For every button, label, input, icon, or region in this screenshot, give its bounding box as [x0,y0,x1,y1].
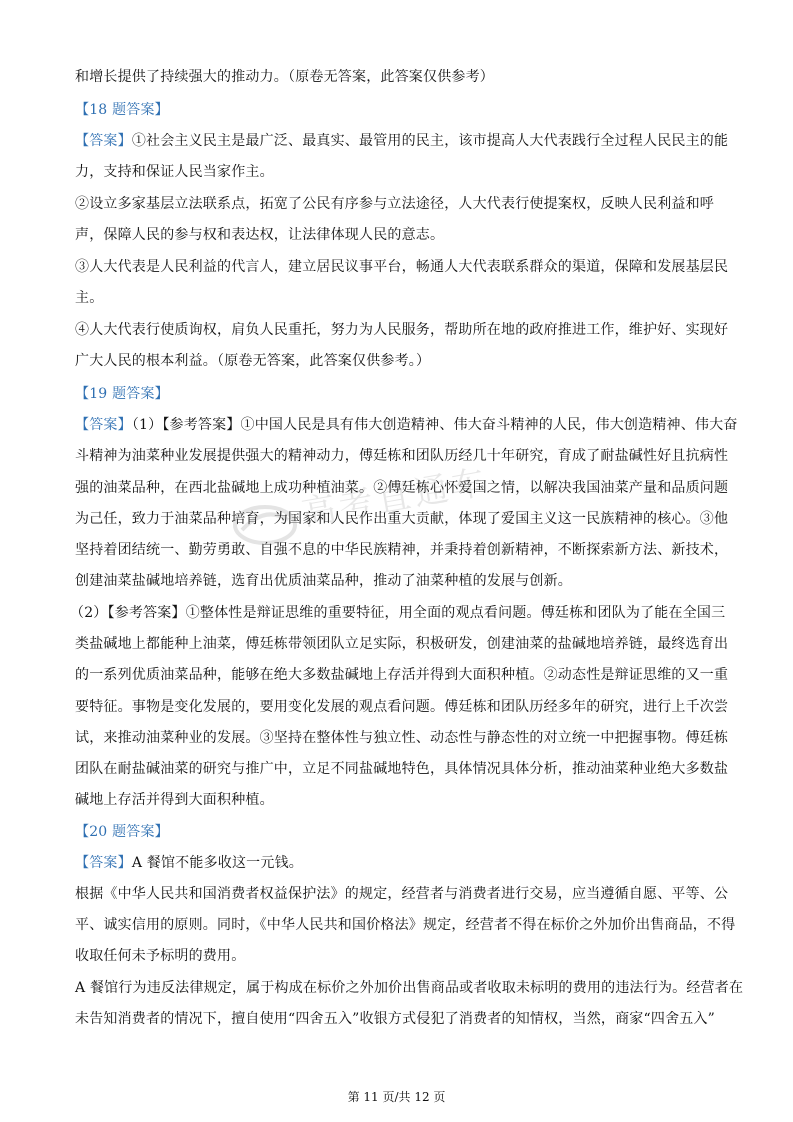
text-line: 主。 [75,290,104,306]
text-line: 未告知消费者的情况下，擅自使用“四舍五入”收银方式侵犯了消费者的知情权，当然，商家“四舍五入” [75,1011,716,1027]
answer-tag: 【答案】 [75,417,132,433]
text-line: 根据《中华人民共和国消费者权益保护法》的规定，经营者与消费者进行交易，应当遵循自愿、平等、公 [75,886,729,902]
text-line: 坚持着团结统一、勤劳勇敢、自强不息的中华民族精神，并秉持着创新精神，不断探索新方法、新技术， [75,542,729,558]
text-line: ③人大代表是人民利益的代言人，建立居民议事平台，畅通人大代表联系群众的渠道，保障和发展基层民 [75,259,729,275]
answer-19-paragraph-1 [75,415,738,435]
answer-20-paragraph-1 [75,853,303,873]
text-line: 和增长提供了持续强大的推动力。（原卷无答案，此答案仅供参考） [75,69,494,85]
text-line: 为己任，致力于油菜品种培育，为国家和人民作出重大贡献，体现了爱国主义这一民族精神的核心。③他 [75,511,729,527]
answer-18-paragraph-1 [75,131,728,151]
text-line: （2）【参考答案】①整体性是辩证思维的重要特征，用全面的观点看问题。傅廷栋和团队为了能在全国三 [70,605,726,621]
text-line: 的一系列优质油菜品种，能够在绝大多数盐碱地上存活并得到大面积种植。②动态性是辩证思维的又一重 [75,667,729,683]
answer-tag: 【答案】 [75,133,132,149]
text-line: 收取任何未予标明的费用。 [75,948,246,964]
answer-20-heading: 【20 题答案】 [75,824,169,840]
answer-tag: 【答案】 [75,855,132,871]
text-line: 强的油菜品种，在西北盐碱地上成功种植油菜。②傅廷栋心怀爱国之情，以解决我国油菜产量和品质问题 [75,480,729,496]
text-line: 平、诚实信用的原则。同时，《中华人民共和国价格法》规定，经营者不得在标价之外加价出售商品，不得 [75,917,736,933]
answer-18-heading: 【18 题答案】 [75,102,169,118]
text-line: 广大人民的根本利益。（原卷无答案，此答案仅供参考。） [75,353,431,369]
text-line: 要特征。事物是变化发展的，要用变化发展的观点看问题。傅廷栋和团队历经多年的研究，进行上千次尝 [75,699,729,715]
text-line: 碱地上存活并得到大面积种植。 [75,792,274,808]
text-line: 团队在耐盐碱油菜的研究与推广中，立足不同盐碱地特色，具体情况具体分析，推动油菜种业绝大多数盐 [75,761,729,777]
text-line: 类盐碱地上都能种上油菜，傅廷栋带领团队立足实际，积极研发，创建油菜的盐碱地培养链，最终选育出 [75,636,729,652]
text-line: ②设立多家基层立法联系点，拓宽了公民有序参与立法途径，人大代表行使提案权，反映人民利益和呼 [75,196,714,212]
answer-19-heading: 【19 题答案】 [75,386,169,402]
text-line: 创建油菜盐碱地培养链，选育出优质油菜品种，推动了油菜种植的发展与创新。 [75,573,572,589]
watermark-text: 高考直通车 [298,461,493,535]
text-line: A 餐馆行为违反法律规定，属于构成在标价之外加价出售商品或者收取未标明的费用的违法行为。经营者在 [75,980,744,996]
text-line: （1）【参考答案】①中国人民是具有伟大创造精神、伟大奋斗精神的人民，伟大创造精神、伟大奋 [131,417,738,433]
page-footer: 第 11 页/共 12 页 [347,1090,446,1104]
text-line: 试，来推动油菜种业的发展。③坚持在整体性与独立性、动态性与静态性的对立统一中把握事物。傅廷栋 [75,730,729,746]
text-line: ④人大代表行使质询权，肩负人民重托，努力为人民服务，帮助所在地的政府推进工作，维护好、实现好 [75,322,729,338]
text-line: ①社会主义民主是最广泛、最真实、最管用的民主，该市提高人大代表践行全过程人民民主的能 [131,133,729,149]
text-line: 声，保障人民的参与权和表达权，让法律体现人民的意志。 [75,227,445,243]
text-line: 斗精神为油菜种业发展提供强大的精神动力，傅廷栋和团队历经几十年研究，育成了耐盐碱性好且抗病性 [75,448,729,464]
text-line: A 餐馆不能多收这一元钱。 [131,855,303,871]
text-line: 力，支持和保证人民当家作主。 [75,164,274,180]
